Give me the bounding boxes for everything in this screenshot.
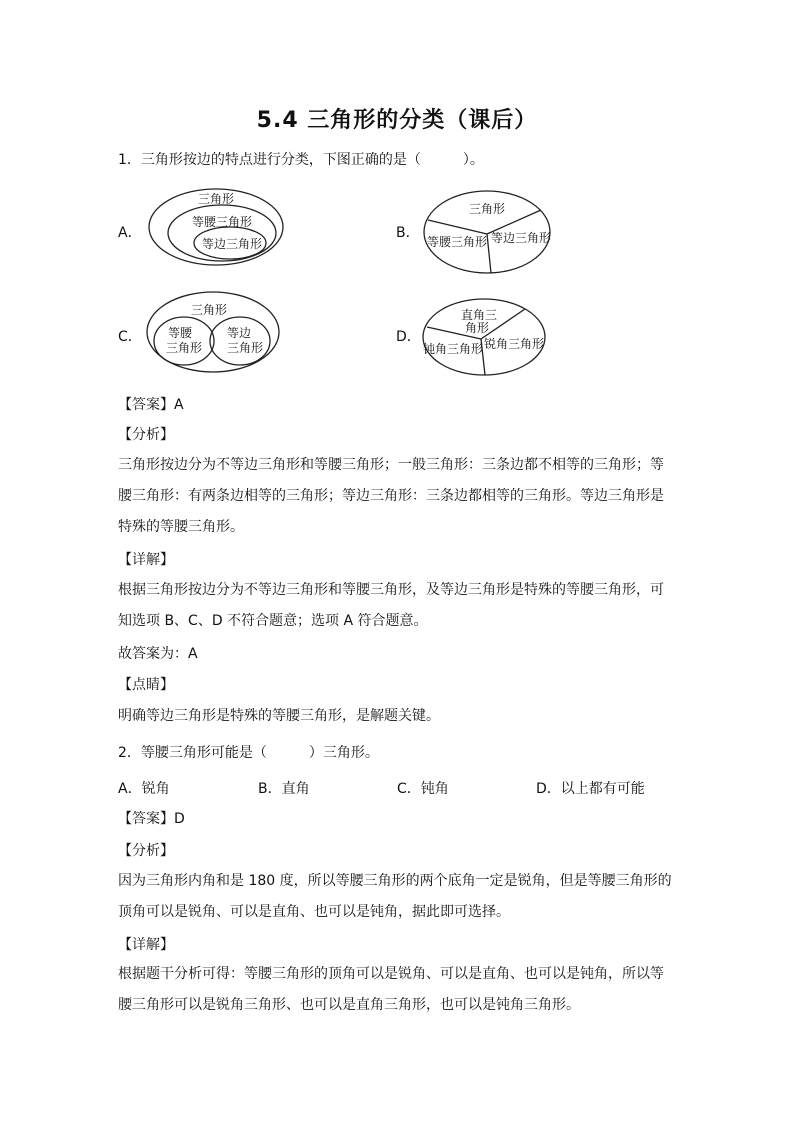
q1-stem: 1．三角形按边的特点进行分类，下图正确的是（ ）。 — [118, 152, 484, 168]
q2-detail-text — [118, 959, 678, 1021]
q2-option-c[interactable]: C．钝角 — [397, 781, 449, 797]
q1-c-left-line1: 等腰 — [167, 326, 193, 340]
q1-d-top-line2: 角形 — [464, 321, 490, 335]
q2-analysis-line-1: 因为三角形内角和是 180 度，所以等腰三角形的两个底角一定是锐角，但是等腰三角形的 — [118, 873, 672, 889]
q1-analysis-line-3: 特殊的等腰三角形。 — [118, 519, 244, 535]
q1-analysis-text — [118, 450, 678, 543]
q1-option-a-diagram — [146, 185, 286, 270]
q1-detail-line-2: 知选项 B、C、D 不符合题意；选项 A 符合题意。 — [118, 613, 428, 629]
q1-c-left-line2: 三角形 — [165, 341, 203, 355]
q1-option-c-label[interactable]: C． — [118, 329, 142, 345]
q1-a-middle-text: 等腰三角形 — [191, 215, 253, 229]
q1-tip-heading: 【点睛】 — [118, 677, 174, 693]
q2-analysis-text — [118, 866, 678, 928]
q1-a-outer-text: 三角形 — [197, 192, 235, 206]
q1-option-a-label[interactable]: A． — [118, 225, 142, 241]
q1-detail-line-1: 根据三角形按边分为不等边三角形和等腰三角形，及等边三角形是特殊的等腰三角形，可 — [118, 582, 664, 598]
q1-b-left-text: 等腰三角形 — [426, 235, 488, 249]
q1-tip-text: 明确等边三角形是特殊的等腰三角形，是解题关键。 — [118, 708, 440, 724]
q1-analysis-line-1: 三角形按边分为不等边三角形和等腰三角形；一般三角形：三条边都不相等的三角形；等 — [118, 457, 664, 473]
q1-detail-heading: 【详解】 — [118, 552, 174, 568]
q1-b-top-text: 三角形 — [468, 202, 506, 216]
q1-option-b-diagram — [423, 188, 553, 276]
q1-option-b-label[interactable]: B． — [396, 225, 420, 241]
q1-d-top-line1: 直角三 — [460, 308, 498, 322]
page-title: 5.4 三角形的分类（课后） — [256, 108, 538, 133]
q1-option-d-diagram — [421, 297, 549, 379]
q1-c-right-line2: 三角形 — [226, 341, 264, 355]
q1-c-right-line1: 等边 — [226, 326, 252, 340]
q1-d-left-text: 钝角三角形 — [422, 342, 484, 356]
q2-detail-line-1: 根据题干分析可得：等腰三角形的顶角可以是锐角、可以是直角、也可以是钝角，所以等 — [118, 966, 664, 982]
q1-answer: 【答案】A — [118, 397, 184, 413]
q2-detail-heading: 【详解】 — [118, 937, 174, 953]
q1-option-c-diagram — [144, 289, 282, 375]
q2-option-d[interactable]: D．以上都有可能 — [536, 781, 645, 797]
q1-analysis-line-2: 腰三角形：有两条边相等的三角形；等边三角形：三条边都相等的三角形。等边三角形是 — [118, 488, 664, 504]
q1-detail-text — [118, 575, 678, 637]
q1-option-d-label[interactable]: D． — [396, 329, 421, 345]
q2-option-b[interactable]: B．直角 — [258, 781, 310, 797]
q1-c-outer-text: 三角形 — [190, 303, 228, 317]
q1-a-inner-text: 等边三角形 — [201, 237, 263, 251]
q2-stem: 2．等腰三角形可能是（ ）三角形。 — [118, 745, 379, 761]
q1-b-right-text: 等边三角形 — [490, 231, 552, 245]
q1-analysis-heading: 【分析】 — [118, 427, 174, 443]
q2-detail-line-2: 腰三角形可以是锐角三角形、也可以是直角三角形，也可以是钝角三角形。 — [118, 997, 580, 1013]
q1-d-right-text: 锐角三角形 — [483, 337, 545, 351]
q1-final-answer: 故答案为：A — [118, 646, 198, 662]
q2-analysis-heading: 【分析】 — [118, 843, 174, 859]
q2-analysis-line-2: 顶角可以是锐角、可以是直角、也可以是钝角，据此即可选择。 — [118, 904, 510, 920]
q2-answer: 【答案】D — [118, 811, 185, 827]
q2-option-a[interactable]: A．锐角 — [118, 781, 170, 797]
